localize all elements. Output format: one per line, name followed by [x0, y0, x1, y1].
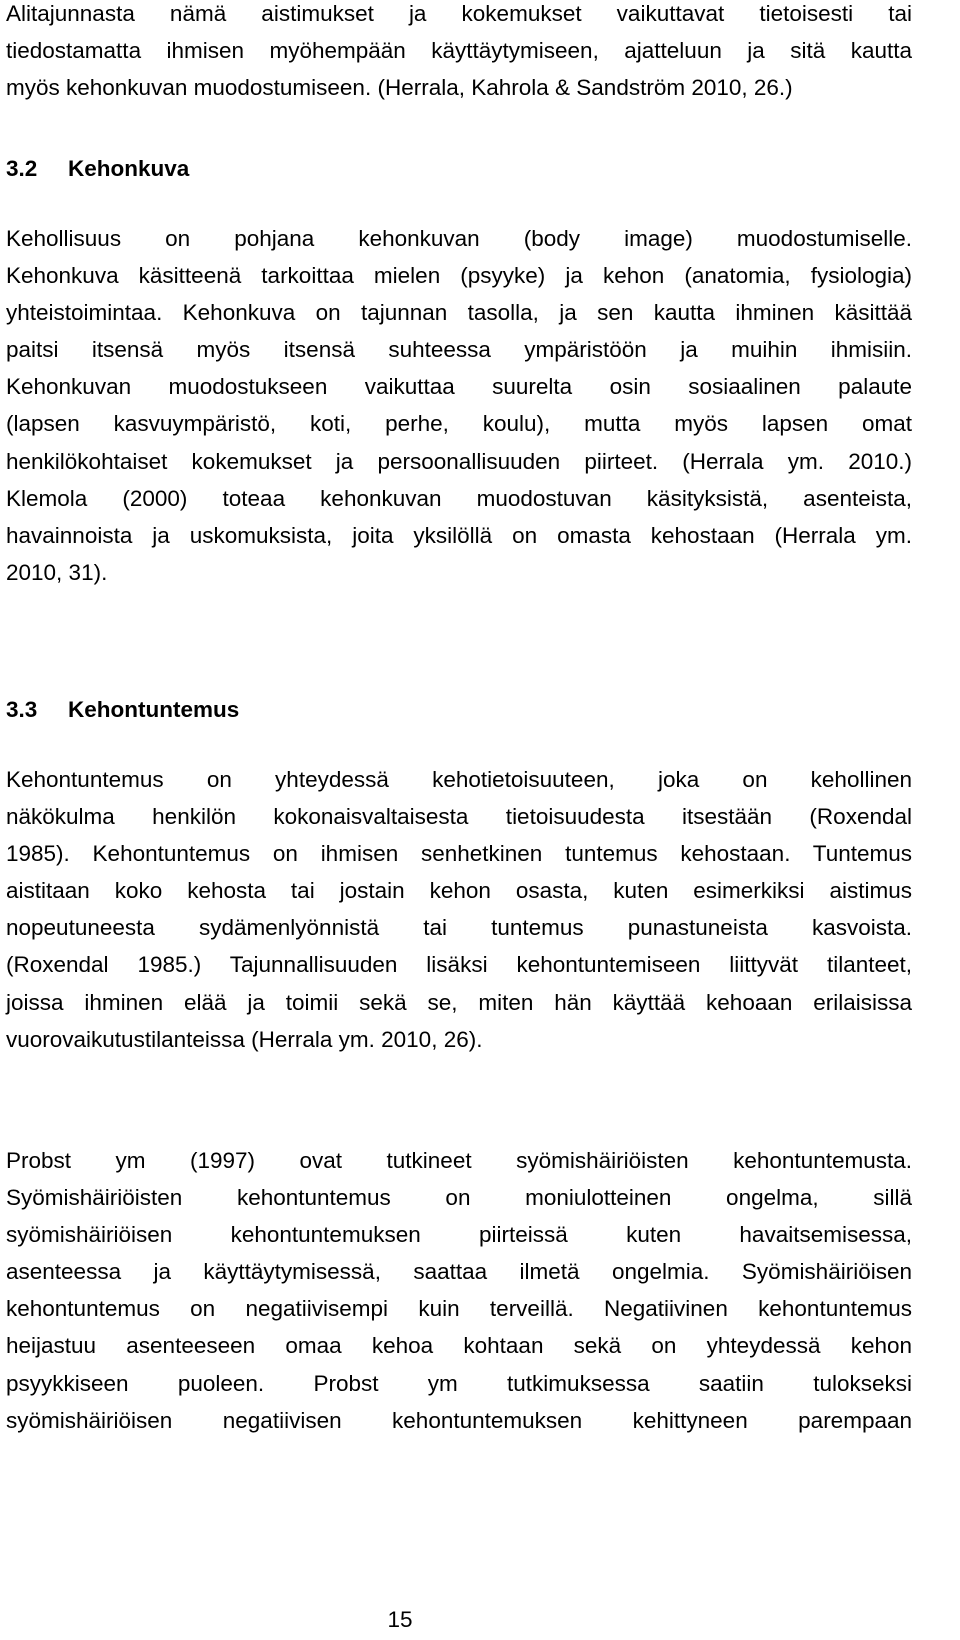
text-line: Kehontuntemus on yhteydessä kehotietoisuuteen, joka on kehollinen — [6, 767, 912, 792]
text-line: psyykkiseen puoleen. Probst ym tutkimuksessa saatiin tulokseksi — [6, 1370, 912, 1396]
text-line: Kehonkuvan muodostukseen vaikuttaa suurelta osin sosiaalinen palaute — [6, 374, 912, 400]
text-line: Syömishäiriöisten kehontuntemus on moniulotteinen ongelma, sillä — [6, 1185, 912, 1211]
text-line: Kehollisuus on pohjana kehonkuvan (body image) muodostumiselle. — [6, 226, 912, 251]
intro-paragraph — [6, 0, 912, 106]
text-line: näkökulma henkilön kokonaisvaltaisesta tietoisuudesta itsestään (Roxendal — [6, 804, 912, 830]
text-line: Probst ym (1997) ovat tutkineet syömishäiriöisten kehontuntemusta. — [6, 1148, 912, 1173]
text-line: (Roxendal 1985.) Tajunnallisuuden lisäksi kehontuntemiseen liittyvät tilanteet, — [6, 952, 912, 978]
section-title: Kehontuntemus — [68, 697, 240, 722]
text-line: paitsi itsensä myös itsensä suhteessa ympäristöön ja muihin ihmisiin. — [6, 337, 912, 363]
text-line: 1985). Kehontuntemus on ihmisen senhetkinen tuntemus kehostaan. Tuntemus — [6, 841, 912, 867]
text-line: havainnoista ja uskomuksista, joita yksilöllä on omasta kehostaan (Herrala ym. — [6, 522, 912, 548]
page-number: 15 — [387, 1607, 413, 1632]
section-number: 3.3 — [6, 697, 38, 722]
text-line: heijastuu asenteeseen omaa kehoa kohtaan sekä on yhteydessä kehon — [6, 1333, 912, 1359]
text-line: syömishäiriöisen negatiivisen kehontuntemuksen kehittyneen parempaan — [6, 1407, 912, 1433]
section-heading-3-3 — [6, 691, 239, 728]
section-3-3-paragraph-1 — [6, 761, 912, 1058]
text-line: joissa ihminen elää ja toimii sekä se, miten hän käyttää kehoaan erilaisissa — [6, 989, 912, 1015]
text-line: myös kehonkuvan muodostumiseen. (Herrala, Kahrola & Sandström 2010, 26.) — [6, 75, 793, 101]
text-line: 2010, 31). — [6, 559, 108, 585]
text-line: kehontuntemus on negatiivisempi kuin terveillä. Negatiivinen kehontuntemus — [6, 1296, 912, 1322]
section-3-2-paragraph — [6, 220, 912, 591]
section-3-3-paragraph-2 — [6, 1142, 912, 1439]
text-line: asenteessa ja käyttäytymisessä, saattaa ilmetä ongelmia. Syömishäiriöisen — [6, 1259, 912, 1285]
text-line: henkilökohtaiset kokemukset ja persoonallisuuden piirteet. (Herrala ym. 2010.) — [6, 448, 912, 474]
section-heading-3-2 — [6, 150, 189, 187]
section-title: Kehonkuva — [68, 156, 190, 181]
text-line: Kehonkuva käsitteenä tarkoittaa mielen (psyyke) ja kehon (anatomia, fysiologia) — [6, 263, 912, 289]
text-line: yhteistoimintaa. Kehonkuva on tajunnan tasolla, ja sen kautta ihminen käsittää — [6, 300, 912, 326]
text-line: Klemola (2000) toteaa kehonkuvan muodostuvan käsityksistä, asenteista, — [6, 485, 912, 511]
text-line: Alitajunnasta nämä aistimukset ja kokemukset vaikuttavat tietoisesti tai — [6, 1, 912, 26]
text-line: vuorovaikutustilanteissa (Herrala ym. 2010, 26). — [6, 1026, 483, 1052]
text-line: aistitaan koko kehosta tai jostain kehon osasta, kuten esimerkiksi aistimus — [6, 878, 912, 904]
text-line: tiedostamatta ihmisen myöhempään käyttäytymiseen, ajatteluun ja sitä kautta — [6, 38, 912, 64]
section-number: 3.2 — [6, 156, 38, 181]
text-line: syömishäiriöisen kehontuntemuksen piirteissä kuten havaitsemisessa, — [6, 1222, 912, 1248]
text-line: (lapsen kasvuympäristö, koti, perhe, koulu), mutta myös lapsen omat — [6, 411, 912, 437]
text-line: nopeutuneesta sydämenlyönnistä tai tuntemus punastuneista kasvoista. — [6, 915, 912, 941]
